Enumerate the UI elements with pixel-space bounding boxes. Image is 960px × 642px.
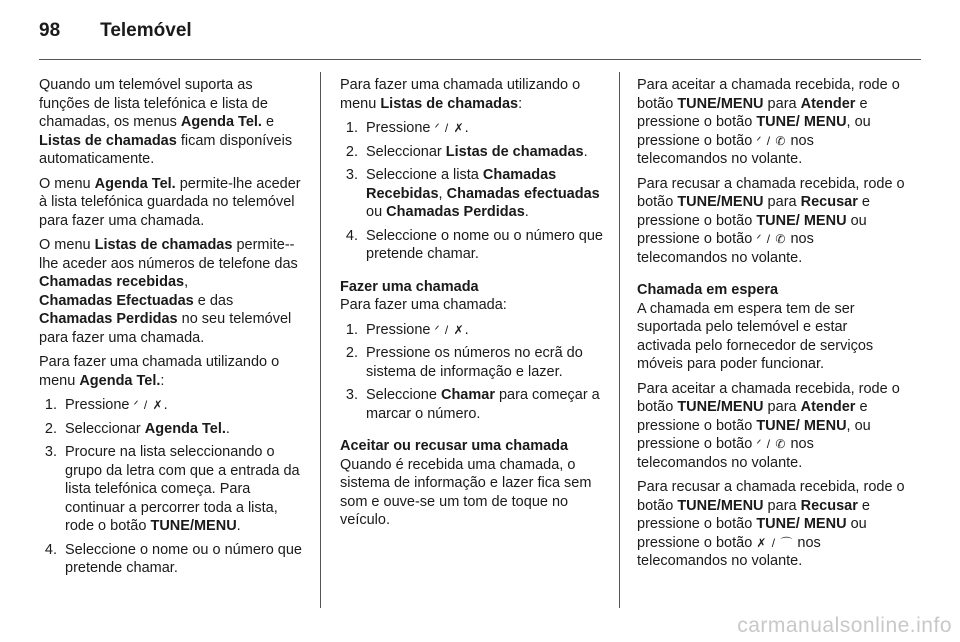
column-2 <box>340 76 608 536</box>
list-item: 1. Pressione ᐟ / ✗. <box>345 321 469 338</box>
paragraph: Para aceitar a chamada recebida, rode o botão TUNE/MENU para Atender e pressione o botão TUNE/ MENU, ou pressione o botão ᐟ / ✆ nos telecomandos no volante. <box>637 77 900 167</box>
page-number: 98 <box>39 20 61 41</box>
list-item: 3. Procure na lista seleccionando o grupo da letra com que a entrada da lista telefónica começa. Para continuar a percorrer toda a lista, rode o botão TUNE/MENU. <box>44 444 300 534</box>
paragraph: Quando é recebida uma chamada, o sistema de informação e lazer fica sem som e ouve-se um tom de toque no veículo. <box>340 456 592 528</box>
step-list <box>340 321 608 424</box>
column-1 <box>39 76 307 588</box>
list-item: 2. Seleccionar Agenda Tel.. <box>44 420 230 437</box>
phone-icon: ᐟ / ✗ <box>434 121 465 135</box>
paragraph: Quando um telemóvel suporta as funções de lista telefónica e lista de chamadas, os menus Agenda Tel. e Listas de chamadas ficam disponíveis automaticamente. <box>39 77 293 167</box>
list-item: 3. Seleccione Chamar para começar a marcar o número. <box>345 387 600 422</box>
section-heading: Fazer uma chamada <box>340 278 479 295</box>
section-heading: Chamada em espera <box>637 282 779 298</box>
column-divider-1 <box>320 72 321 608</box>
list-item: 4. Seleccione o nome ou o número que pretende chamar. <box>345 227 603 262</box>
list-item: 2. Pressione os números no ecrã do sistema de informação e lazer. <box>345 345 583 380</box>
phone-icon: ᐟ / ✗ <box>434 322 465 337</box>
paragraph: Para fazer uma chamada utilizando o menu Listas de chamadas: <box>340 77 581 112</box>
paragraph: Para aceitar a chamada recebida, rode o botão TUNE/MENU para Atender e pressione o botão TUNE/ MENU, ou pressione o botão ᐟ / ✆ nos telecomandos no volante. <box>637 380 900 471</box>
watermark: carmanualsonline.info <box>737 614 952 637</box>
paragraph: Para recusar a chamada recebida, rode o botão TUNE/MENU para Recusar e pressione o botão TUNE/ MENU ou pressione o botão ✗ / ⌒ nos telecomandos no volante. <box>637 479 905 569</box>
section-heading: Aceitar ou recusar uma chamada <box>340 438 569 454</box>
page-title: Telemóvel <box>100 20 192 41</box>
list-item: 1. Pressione ᐟ / ✗. <box>345 120 469 136</box>
list-item: 2. Seleccionar Listas de chamadas. <box>345 143 588 160</box>
list-item: 4. Seleccione o nome ou o número que pretende chamar. <box>44 541 302 576</box>
paragraph: O menu Listas de chamadas permite--lhe aceder aos números de telefone das Chamadas recebidas, Chamadas Efectuadas e das Chamadas Perdidas no seu telemóvel para fazer uma chamada. <box>39 237 298 346</box>
column-3 <box>637 76 905 577</box>
header-rule <box>39 59 921 60</box>
page-header <box>39 20 192 42</box>
step-list <box>39 396 307 578</box>
paragraph: Para recusar a chamada recebida, rode o botão TUNE/MENU para Recusar e pressione o botão TUNE/ MENU ou pressione o botão ᐟ / ✆ nos telecomandos no volante. <box>637 175 905 266</box>
list-item: 3. Seleccione a lista Chamadas Recebidas, Chamadas efectuadas ou Chamadas Perdidas. <box>345 167 600 220</box>
paragraph: A chamada em espera tem de ser suportada pelo telemóvel e estar activada pelo fornecedor de serviços móveis para poder funcionar. <box>637 300 874 372</box>
step-list <box>340 119 608 264</box>
column-divider-2 <box>619 72 620 608</box>
paragraph: O menu Agenda Tel. permite-lhe aceder à lista telefónica guardada no telemóvel para fazer uma chamada. <box>39 175 301 229</box>
paragraph: Para fazer uma chamada utilizando o menu Agenda Tel.: <box>39 354 280 389</box>
steering-phone-icon: ᐟ / ✆ <box>756 437 787 451</box>
phone-icon: ᐟ / ✗ <box>133 398 164 412</box>
hang-up-icon: ✗ / ⌒ <box>756 535 794 550</box>
steering-phone-icon: ᐟ / ✆ <box>756 232 787 246</box>
steering-phone-icon: ᐟ / ✆ <box>756 133 787 148</box>
list-item: 1. Pressione ᐟ / ✗. <box>44 397 168 413</box>
paragraph: Para fazer uma chamada: <box>340 297 507 313</box>
